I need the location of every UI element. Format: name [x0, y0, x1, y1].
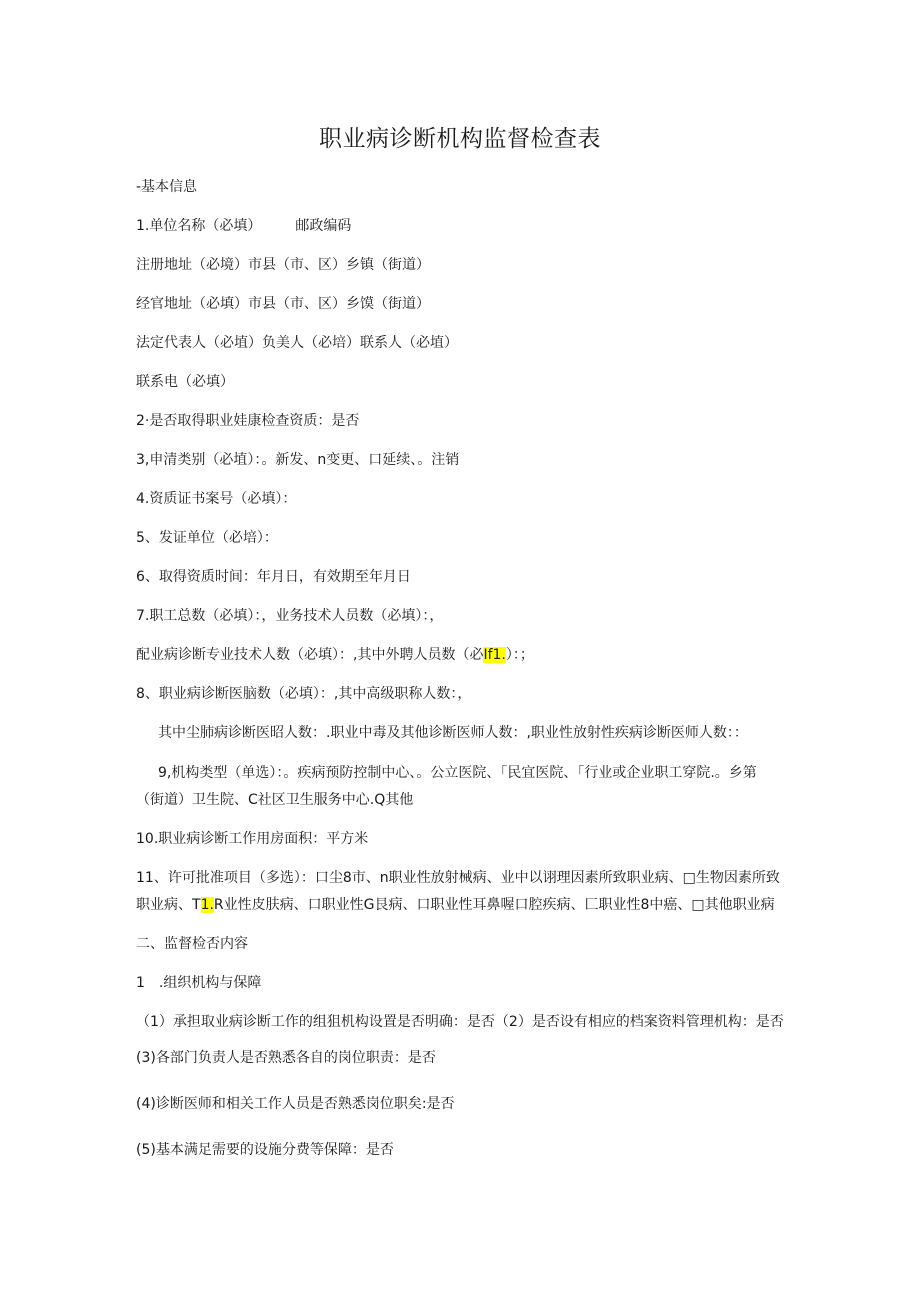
diagnosis-physician-count-line: 8、职业病诊断医脑数（必填）：,其中高级职称人数：，	[136, 686, 472, 702]
registered-address-line: 注册地址（必境）市县（市、区）乡镇（街道）	[136, 257, 430, 273]
staff-count-line: 7.职工总数（必填）：，业务技术人员数（必填）：，	[136, 608, 444, 624]
approved-items-line-cont	[136, 895, 775, 915]
issuing-unit-line: 5、发证单位（必培）：	[136, 530, 278, 546]
institution-type-line: 9,机构类型（单选）：。疾病预防控制中心、。公立医院、「民宜医院、「行业或企业职工穿院.。乡第	[158, 765, 757, 781]
organization-subheading: 1 .组织机构与保障	[136, 975, 262, 991]
qualification-date-line: 6、取得资质时间：年月日，有效期至年月日	[136, 569, 411, 585]
contact-phone-line: 联系电（必填）	[136, 374, 234, 390]
highlighted-text: If1.	[483, 647, 506, 663]
approved-items-text: 职业病、T	[136, 897, 201, 913]
legal-representative-line: 法定代表人（必埴）负美人（必培）联系人（必埴）	[136, 335, 458, 351]
institution-type-line-cont: （街道）卫生院、C社区卫生服务中心.Q其他	[136, 792, 414, 808]
document-title: 职业病诊断机构监督检查表	[319, 126, 601, 152]
work-area-line: 10.职业病诊断工作用房面积：平方米	[136, 831, 369, 847]
section-basic-info-heading: -基本信息	[136, 179, 198, 195]
certificate-number-line: 4.资质证书案号（必填）：	[136, 491, 297, 507]
physician-breakdown-line: 其中尘肺病诊断医昭人数：.职业中毒及其他诊断医师人数：,职业性放射性疾病诊断医师人数：：	[158, 725, 748, 741]
highlighted-text: 1.	[200, 897, 214, 913]
check-item-3: (3)各部门负责人是否熟悉各自的岗位职责：是否	[136, 1050, 436, 1066]
check-item-5: (5)基本满足需要的设施分费等保障：是否	[136, 1142, 394, 1158]
approved-items-text-end: R业性皮肤病、口职业性G艮病、口职业性耳鼻喔口腔疾病、匚职业性8中癌、□其他职业病	[213, 897, 775, 913]
diagnosis-staff-text-end: ）：；	[505, 647, 534, 663]
check-item-1-2: （1）承担取业病诊断工作的组狙机构设置是否明确：是否（2）是否设有相应的档案资料管理机构：是否	[136, 1014, 784, 1030]
unit-name-label: 1.单位名称（必填）	[136, 218, 262, 234]
check-item-4: (4)诊断医师和相关工作人员是否熟悉岗位职矣:是否	[136, 1096, 455, 1112]
unit-name-line	[136, 216, 351, 236]
section-inspection-heading: 二、监督检否内容	[136, 936, 248, 952]
application-type-line: 3,申清类别（必埴）：。新发、n变更、口延续、。注销	[136, 452, 460, 468]
health-check-qualification-line: 2·是否取得职业娃康检查资质：是否	[136, 413, 360, 429]
business-address-line: 经官地址（必填）市县（市、区）乡馍（街道）	[136, 296, 430, 312]
postal-code-label: 邮政编码	[295, 218, 352, 234]
diagnosis-staff-text: 配业病诊断专业技术人数（必填）：,其中外聘人员数（必	[136, 647, 484, 663]
diagnosis-staff-count-line	[136, 645, 534, 665]
approved-items-line: 11、许可批准项目（多选）：口尘8市、n职业性放射械病、业中以诩理因素所致职业病、□生物因素所致	[136, 870, 780, 886]
